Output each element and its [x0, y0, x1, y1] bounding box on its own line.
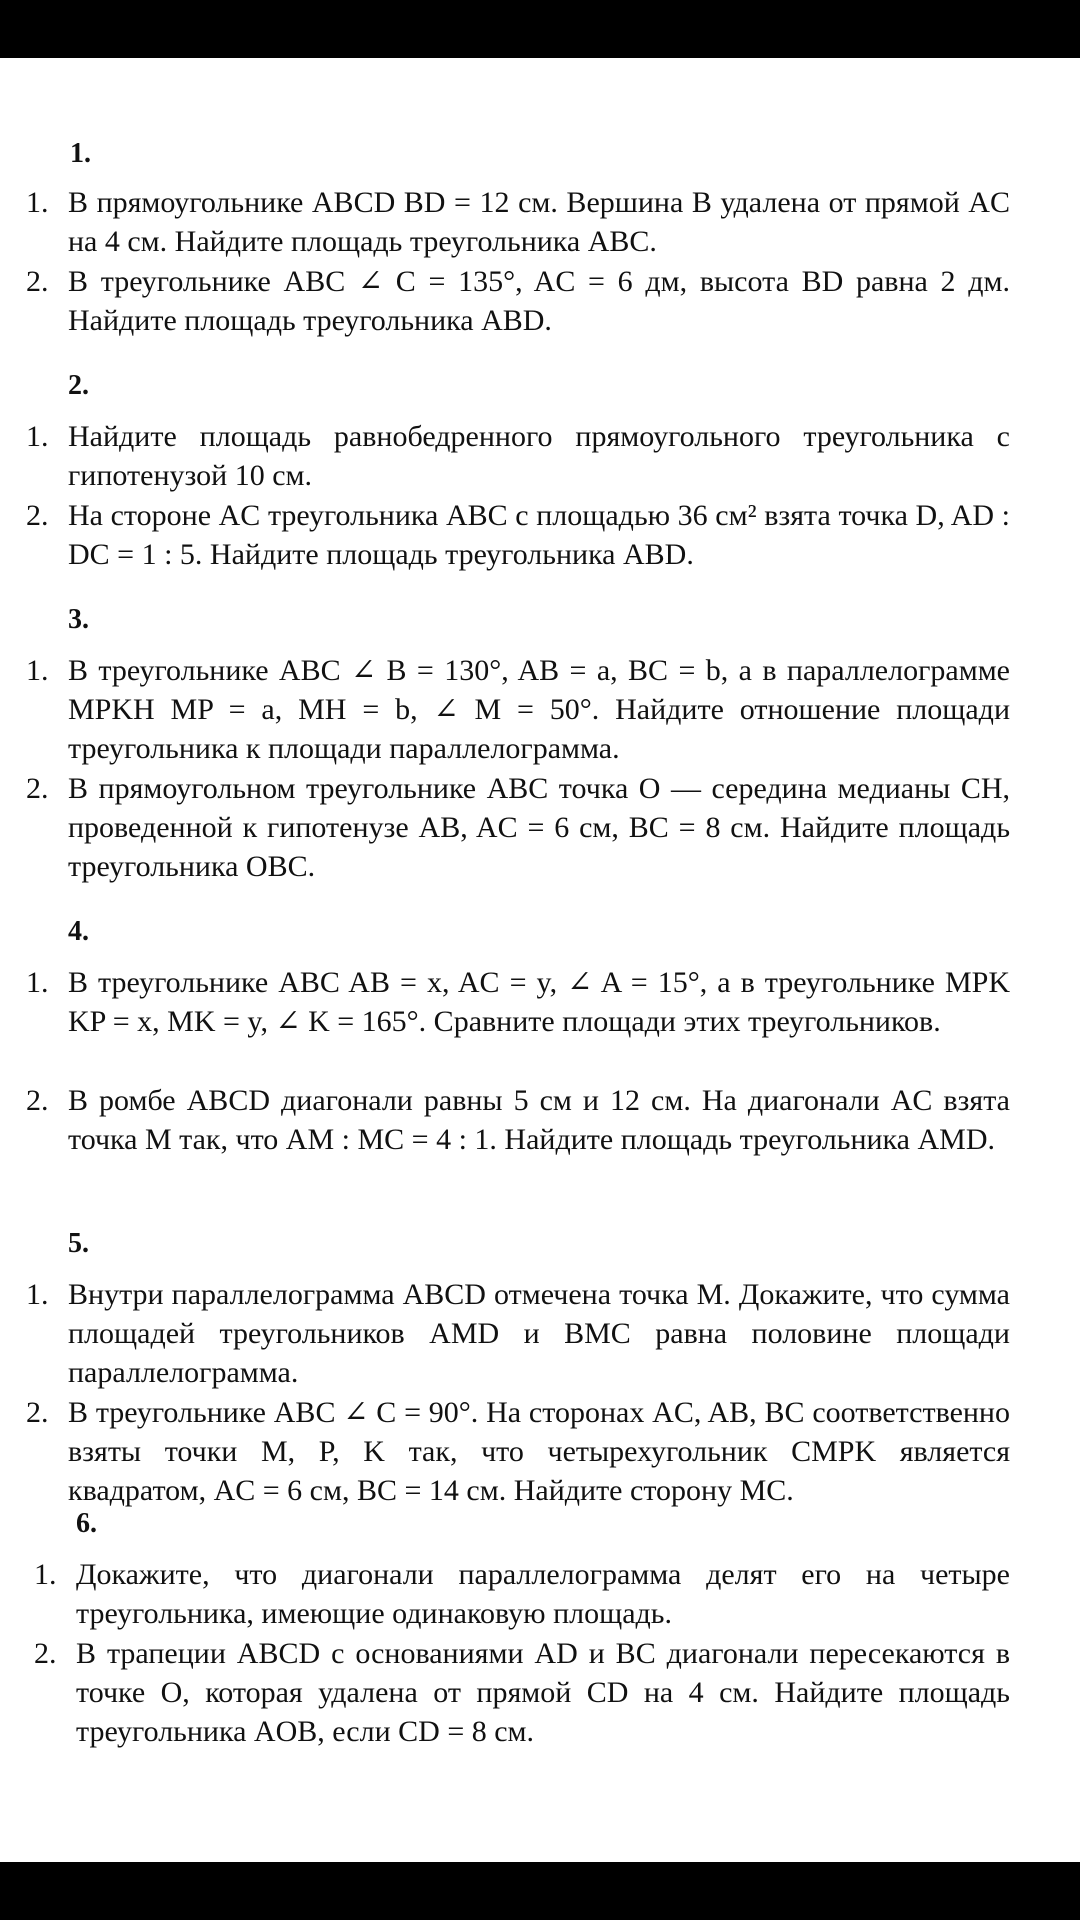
section-number: 1. [70, 138, 91, 169]
task-number: 1. [34, 1558, 57, 1591]
section-number: 4. [68, 916, 89, 947]
section-number: 3. [68, 604, 89, 635]
task-text: В прямоугольном треугольнике ABC точка O — середина медианы CH, проведенной к гипотенузе AB, AC = 6 см, BC = 8 см. Найдите площадь треугольника OBC. [68, 772, 1010, 883]
task-text: Докажите, что диагонали параллелограмма делят его на четыре треугольника, имеющие одинаковую площадь. [76, 1558, 1010, 1630]
task-text: Внутри параллелограмма ABCD отмечена точка M. Докажите, что сумма площадей треугольников AMD и BMC равна половине площади параллелограмма. [68, 1278, 1010, 1389]
task-item [26, 496, 1010, 574]
task-item [34, 1555, 1010, 1633]
task-number: 2. [26, 499, 49, 532]
task-text: В треугольнике ABC ∠ C = 135°, AC = 6 дм, высота BD равна 2 дм. Найдите площадь треугольника ABD. [68, 265, 1010, 337]
task-number: 2. [26, 772, 49, 805]
task-number: 1. [26, 1278, 49, 1311]
task-number: 2. [34, 1637, 57, 1670]
task-number: 1. [26, 420, 49, 453]
task-text: На стороне AC треугольника ABC с площадью 36 см² взята точка D, AD : DC = 1 : 5. Найдите площадь треугольника ABD. [68, 499, 1010, 571]
task-number: 2. [26, 265, 49, 298]
task-text: В треугольнике ABC ∠ B = 130°, AB = a, BC = b, а в параллелограмме MPKH MP = a, MH = b, ∠ M = 50°. Найдите отношение площади треугольника к площади параллелограмма. [68, 654, 1010, 765]
task-item [26, 417, 1010, 495]
task-text: В ромбе ABCD диагонали равны 5 см и 12 см. На диагонали AC взята точка M так, что AM : MC = 4 : 1. Найдите площадь треугольника AMD. [68, 1084, 1010, 1156]
task-number: 2. [26, 1396, 49, 1429]
task-text: В трапеции ABCD с основаниями AD и BC диагонали пересекаются в точке O, которая удалена от прямой CD на 4 см. Найдите площадь треугольника AOB, если CD = 8 см. [76, 1637, 1010, 1748]
task-item [26, 1393, 1010, 1510]
task-item [26, 262, 1010, 340]
task-number: 1. [26, 966, 49, 999]
task-item [26, 963, 1010, 1041]
task-item [26, 1081, 1010, 1159]
task-item [26, 769, 1010, 886]
task-item [26, 1275, 1010, 1392]
task-text: В треугольнике ABC AB = x, AC = y, ∠ A = 15°, а в треугольнике MPK KP = x, MK = y, ∠ K = 165°. Сравните площади этих треугольников. [68, 966, 1010, 1038]
section-number: 2. [68, 370, 89, 401]
task-item [26, 651, 1010, 768]
task-number: 1. [26, 654, 49, 687]
document-page [0, 58, 1080, 1862]
task-item [34, 1634, 1010, 1751]
task-text: В прямоугольнике ABCD BD = 12 см. Вершина B удалена от прямой AC на 4 см. Найдите площадь треугольника ABC. [68, 186, 1010, 258]
task-item [26, 183, 1010, 261]
bottom-black-bar [0, 1862, 1080, 1920]
task-text: В треугольнике ABC ∠ C = 90°. На сторонах AC, AB, BC соответственно взяты точки M, P, K так, что четырехугольник CMPK является квадратом, AC = 6 см, BC = 14 см. Найдите сторону MC. [68, 1396, 1010, 1507]
top-black-bar [0, 0, 1080, 58]
section-number: 5. [68, 1228, 89, 1259]
task-number: 1. [26, 186, 49, 219]
section-number: 6. [76, 1508, 97, 1539]
task-number: 2. [26, 1084, 49, 1117]
task-text: Найдите площадь равнобедренного прямоугольного треугольника с гипотенузой 10 см. [68, 420, 1010, 492]
